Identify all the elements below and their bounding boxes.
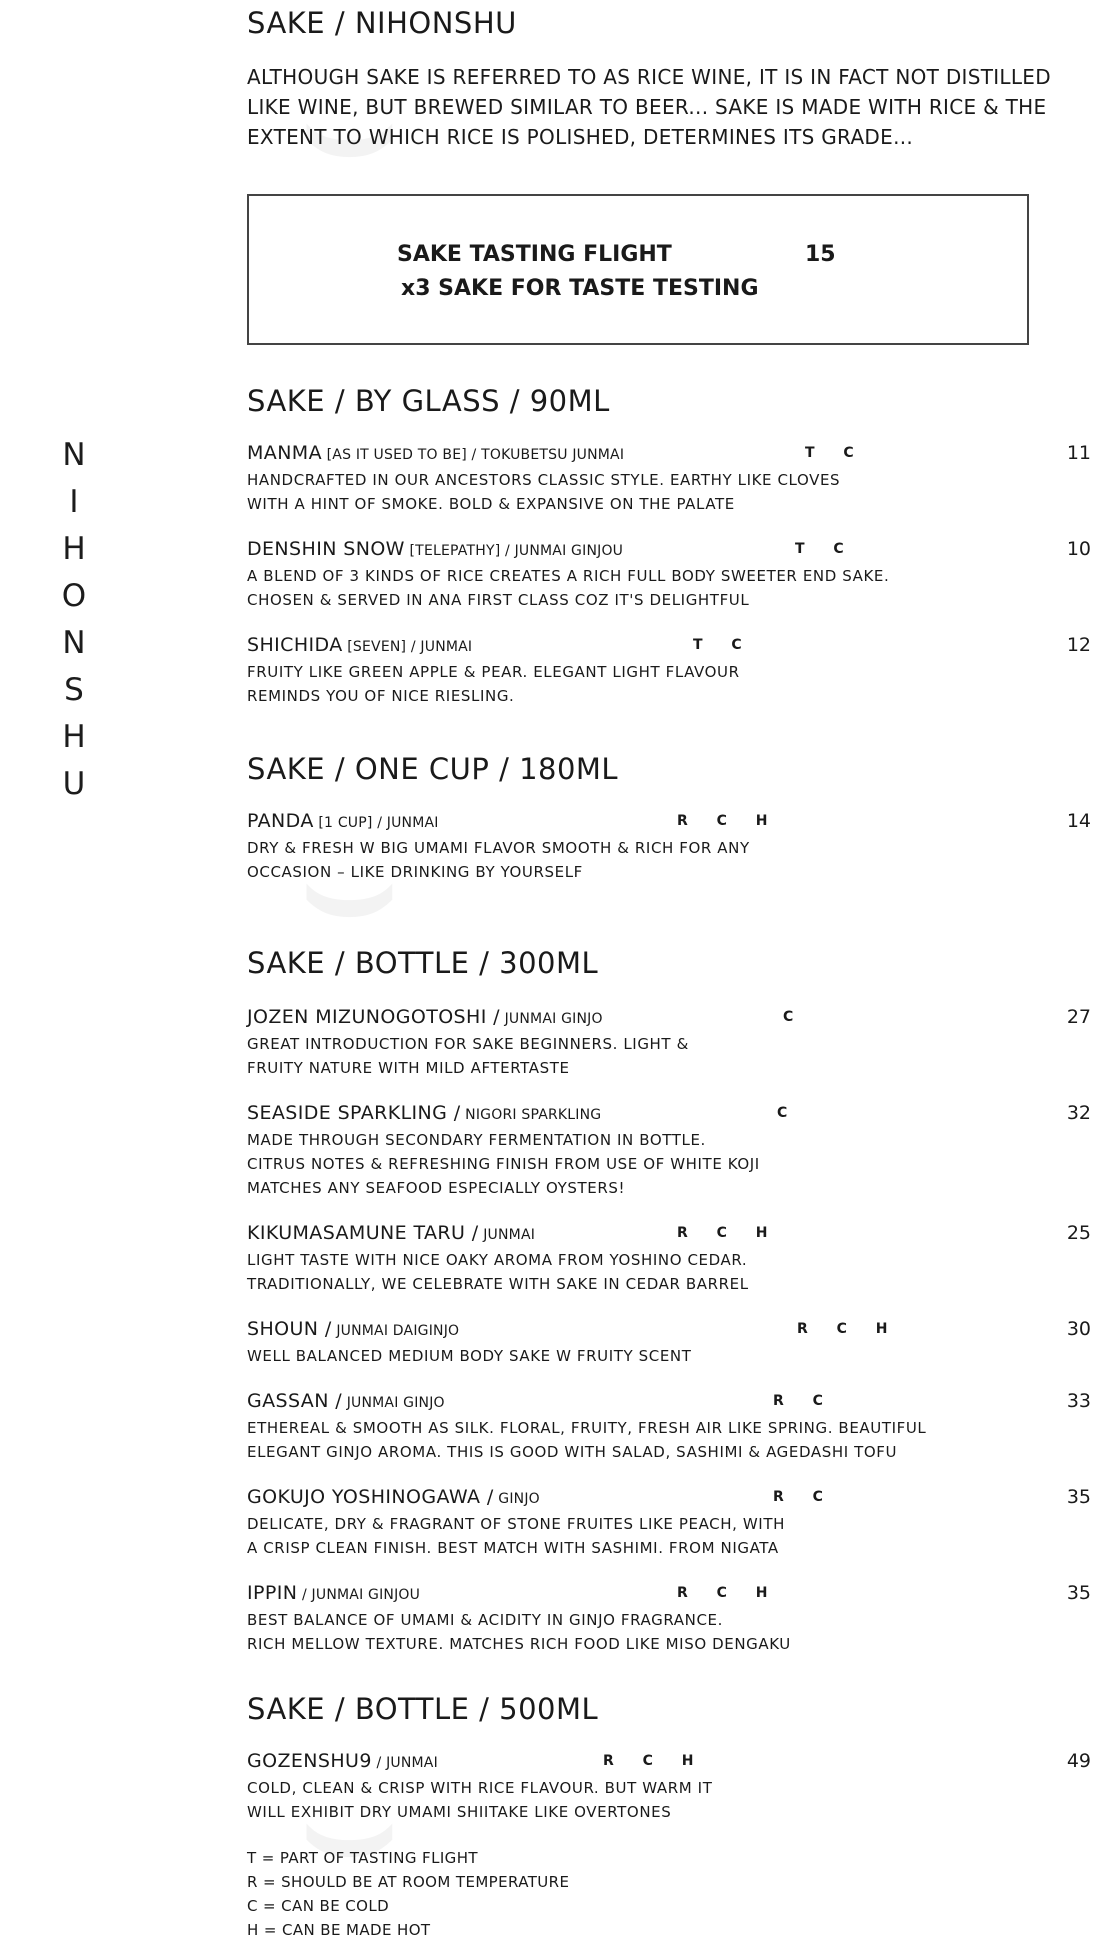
item-name: DENSHIN SNOW [247,538,405,560]
item-desc-line: MATCHES ANY SEAFOOD ESPECIALLY OYSTERS! [247,1179,626,1197]
item-style: JUNMAI [478,1227,536,1243]
flight-title: SAKE TASTING FLIGHT [397,242,672,267]
item-price: 30 [1066,1318,1091,1340]
side-title-letter: U [62,766,86,802]
item-desc-line: A CRISP CLEAN FINISH. BEST MATCH WITH SASHIMI. FROM NIGATA [247,1539,779,1557]
item-codes: R C [773,1393,835,1409]
menu-item [247,1486,1097,1560]
item-price: 33 [1066,1390,1091,1412]
item-codes: R C H [677,1225,780,1241]
item-desc-line: DELICATE, DRY & FRAGRANT OF STONE FRUITES LIKE PEACH, WITH [247,1515,785,1533]
item-style: JUNMAI GINJO [342,1395,445,1411]
item-name: SHICHIDA [247,634,343,656]
menu-item [247,442,1097,516]
legend-item: C = CAN BE COLD [247,1897,390,1915]
item-desc-line: ELEGANT GINJO AROMA. THIS IS GOOD WITH SALAD, SASHIMI & AGEDASHI TOFU [247,1443,898,1461]
item-desc-line: OCCASION – LIKE DRINKING BY YOURSELF [247,863,583,881]
item-price: 32 [1066,1102,1091,1124]
item-desc-line: A BLEND OF 3 KINDS OF RICE CREATES A RICH FULL BODY SWEETER END SAKE. [247,567,890,585]
item-style: / JUNMAI [371,1755,438,1771]
side-title-letter: N [62,437,86,473]
flight-subtitle: x3 SAKE FOR TASTE TESTING [401,276,759,301]
item-desc-line: FRUITY LIKE GREEN APPLE & PEAR. ELEGANT LIGHT FLAVOUR [247,663,740,681]
section-title: SAKE / ONE CUP / 180ML [247,752,619,786]
menu-item [247,1390,1097,1464]
item-desc-line: WILL EXHIBIT DRY UMAMI SHIITAKE LIKE OVERTONES [247,1803,672,1821]
item-price: 25 [1066,1222,1091,1244]
item-desc-line: REMINDS YOU OF NICE RIESLING. [247,687,515,705]
item-desc-line: ETHEREAL & SMOOTH AS SILK. FLORAL, FRUITY, FRESH AIR LIKE SPRING. BEAUTIFUL [247,1419,927,1437]
item-desc-line: BEST BALANCE OF UMAMI & ACIDITY IN GINJO FRAGRANCE. [247,1611,723,1629]
side-title-letter: H [62,531,86,567]
item-price: 12 [1066,634,1091,656]
legend-item: T = PART OF TASTING FLIGHT [247,1849,478,1867]
item-name: SEASIDE SPARKLING / [247,1102,461,1124]
item-codes: R C H [603,1753,706,1769]
item-style: JUNMAI DAIGINJO [331,1323,460,1339]
item-style: [1 CUP] / JUNMAI [313,815,439,831]
menu-item [247,1102,1097,1200]
item-desc-line: GREAT INTRODUCTION FOR SAKE BEGINNERS. LIGHT & [247,1035,689,1053]
item-codes: R C H [797,1321,900,1337]
menu-item [247,1222,1097,1296]
legend [247,1846,569,1942]
tasting-flight-box [247,194,1029,345]
flight-price: 15 [805,242,836,267]
intro-text: ALTHOUGH SAKE IS REFERRED TO AS RICE WINE, IT IS IN FACT NOT DISTILLED LIKE WINE, BUT BREWED SIMILAR TO BEER... SAKE IS MADE WITH RICE & THE EXTENT TO WHICH RICE IS POLISHED, DETERMINES ITS GRADE... [247,65,1051,149]
item-price: 27 [1066,1006,1091,1028]
item-name: GOKUJO YOSHINOGAWA / [247,1486,494,1508]
item-name: GOZENSHU9 [247,1750,372,1772]
menu-item [247,1318,1097,1368]
item-desc-line: DRY & FRESH W BIG UMAMI FLAVOR SMOOTH & RICH FOR ANY [247,839,750,857]
item-codes: T C [805,445,866,461]
side-title-letter: I [69,484,79,520]
item-style: [AS IT USED TO BE] / TOKUBETSU JUNMAI [322,447,625,463]
item-codes: R C H [677,1585,780,1601]
item-name: JOZEN MIZUNOGOTOSHI / [247,1006,500,1028]
item-name: MANMA [247,442,322,464]
item-codes: R C H [677,813,780,829]
item-style: JUNMAI GINJO [499,1011,603,1027]
section-title: SAKE / BY GLASS / 90ML [247,384,610,418]
item-desc-line: CITRUS NOTES & REFRESHING FINISH FROM USE OF WHITE KOJI [247,1155,760,1173]
item-codes: C [777,1105,800,1121]
page-title: SAKE / NIHONSHU [247,6,517,40]
item-style: [TELEPATHY] / JUNMAI GINJOU [404,543,624,559]
item-desc-line: TRADITIONALLY, WE CELEBRATE WITH SAKE IN CEDAR BARREL [247,1275,749,1293]
side-title-letter: N [62,625,86,661]
item-price: 10 [1066,538,1091,560]
item-codes: T C [795,541,856,557]
item-name: KIKUMASAMUNE TARU / [247,1222,479,1244]
section-title: SAKE / BOTTLE / 500ML [247,1692,599,1726]
item-desc-line: CHOSEN & SERVED IN ANA FIRST CLASS COZ IT'S DELIGHTFUL [247,591,750,609]
legend-item: R = SHOULD BE AT ROOM TEMPERATURE [247,1873,570,1891]
item-codes: R C [773,1489,835,1505]
menu-item [247,810,1097,884]
item-price: 11 [1066,442,1091,464]
item-price: 35 [1066,1582,1091,1604]
side-title-letter: H [62,719,86,755]
item-desc-line: WELL BALANCED MEDIUM BODY SAKE W FRUITY SCENT [247,1347,692,1365]
item-codes: T C [693,637,754,653]
item-style: / JUNMAI GINJOU [297,1587,421,1603]
item-desc-line: RICH MELLOW TEXTURE. MATCHES RICH FOOD LIKE MISO DENGAKU [247,1635,791,1653]
item-name: IPPIN [247,1582,298,1604]
item-price: 35 [1066,1486,1091,1508]
item-codes: C [783,1009,806,1025]
item-desc-line: LIGHT TASTE WITH NICE OAKY AROMA FROM YOSHINO CEDAR. [247,1251,748,1269]
item-name: SHOUN / [247,1318,332,1340]
menu-item [247,1582,1097,1656]
item-style: [SEVEN] / JUNMAI [342,639,473,655]
item-desc-line: WITH A HINT OF SMOKE. BOLD & EXPANSIVE ON THE PALATE [247,495,735,513]
menu-item [247,634,1097,708]
item-price: 49 [1066,1750,1091,1772]
menu-item [247,1750,1097,1824]
menu-item [247,538,1097,612]
side-title-letter: O [61,578,87,614]
item-name: PANDA [247,810,314,832]
item-name: GASSAN / [247,1390,343,1412]
item-style: NIGORI SPARKLING [460,1107,602,1123]
item-desc-line: FRUITY NATURE WITH MILD AFTERTASTE [247,1059,570,1077]
item-style: GINJO [493,1491,540,1507]
item-desc-line: MADE THROUGH SECONDARY FERMENTATION IN BOTTLE. [247,1131,706,1149]
item-desc-line: HANDCRAFTED IN OUR ANCESTORS CLASSIC STYLE. EARTHY LIKE CLOVES [247,471,841,489]
item-desc-line: COLD, CLEAN & CRISP WITH RICE FLAVOUR. BUT WARM IT [247,1779,713,1797]
menu-item [247,1006,1097,1080]
item-price: 14 [1066,810,1091,832]
side-title-letter: S [64,672,84,708]
side-title [56,432,92,808]
legend-item: H = CAN BE MADE HOT [247,1921,431,1939]
section-title: SAKE / BOTTLE / 300ML [247,946,599,980]
